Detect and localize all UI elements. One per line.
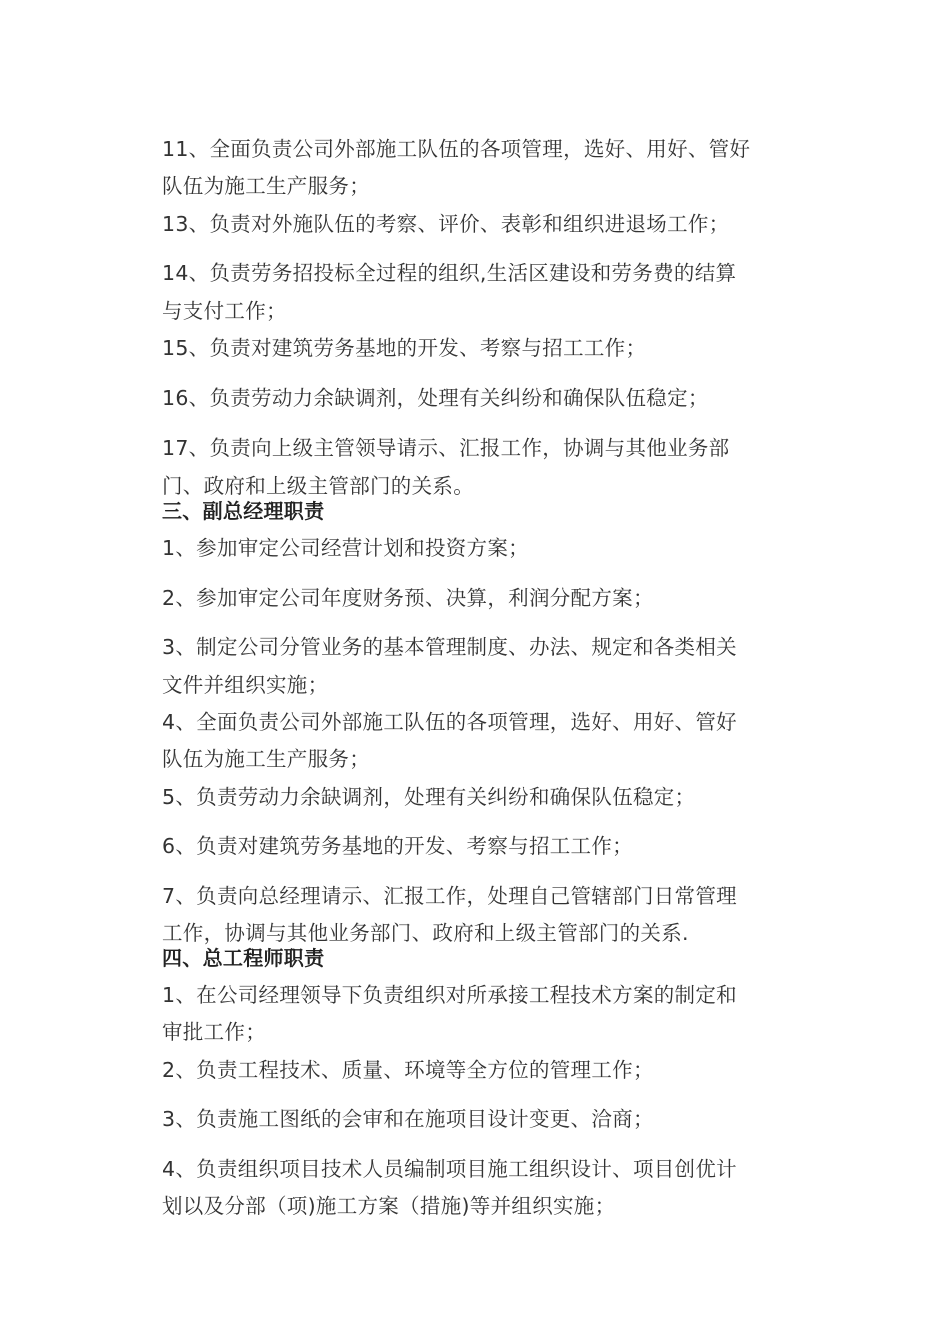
paragraph-line: 5、负责劳动力余缺调剂，处理有关纠纷和确保队伍稳定； xyxy=(162,785,696,809)
paragraph-line: 1、参加审定公司经营计划和投资方案； xyxy=(162,536,529,560)
paragraph-line: 与支付工作； xyxy=(162,299,287,323)
paragraph-line: 7、负责向总经理请示、汇报工作，处理自己管辖部门日常管理 xyxy=(162,884,737,908)
paragraph-line: 14、负责劳务招投标全过程的组织,生活区建设和劳务费的结算 xyxy=(162,261,737,285)
paragraph-line: 3、制定公司分管业务的基本管理制度、办法、规定和各类相关 xyxy=(162,635,737,659)
paragraph-line: 工作，协调与其他业务部门、政府和上级主管部门的关系. xyxy=(162,921,689,945)
paragraph-line: 2、参加审定公司年度财务预、决算，利润分配方案； xyxy=(162,586,654,610)
paragraph-line: 队伍为施工生产服务； xyxy=(162,747,370,771)
paragraph-line: 11、全面负责公司外部施工队伍的各项管理，选好、用好、管好 xyxy=(162,137,751,161)
section-heading: 四、总工程师职责 xyxy=(162,946,325,970)
paragraph-line: 13、负责对外施队伍的考察、评价、表彰和组织进退场工作； xyxy=(162,212,730,236)
paragraph-line: 审批工作； xyxy=(162,1020,266,1044)
paragraph-line: 门、政府和上级主管部门的关系。 xyxy=(162,474,474,498)
paragraph-line: 4、负责组织项目技术人员编制项目施工组织设计、项目创优计 xyxy=(162,1157,737,1181)
paragraph-line: 划以及分部（项)施工方案（措施)等并组织实施； xyxy=(162,1194,616,1218)
paragraph-line: 2、负责工程技术、质量、环境等全方位的管理工作； xyxy=(162,1058,654,1082)
paragraph-line: 16、负责劳动力余缺调剂，处理有关纠纷和确保队伍稳定； xyxy=(162,386,709,410)
paragraph-line: 3、负责施工图纸的会审和在施项目设计变更、洽商； xyxy=(162,1107,654,1131)
paragraph-line: 文件并组织实施； xyxy=(162,673,329,697)
paragraph-line: 6、负责对建筑劳务基地的开发、考察与招工工作； xyxy=(162,834,633,858)
paragraph-line: 4、全面负责公司外部施工队伍的各项管理，选好、用好、管好 xyxy=(162,710,737,734)
paragraph-line: 17、负责向上级主管领导请示、汇报工作，协调与其他业务部 xyxy=(162,436,730,460)
section-heading: 三、副总经理职责 xyxy=(162,499,325,523)
paragraph-line: 1、在公司经理领导下负责组织对所承接工程技术方案的制定和 xyxy=(162,983,737,1007)
paragraph-line: 15、负责对建筑劳务基地的开发、考察与招工工作； xyxy=(162,336,647,360)
paragraph-line: 队伍为施工生产服务； xyxy=(162,174,370,198)
